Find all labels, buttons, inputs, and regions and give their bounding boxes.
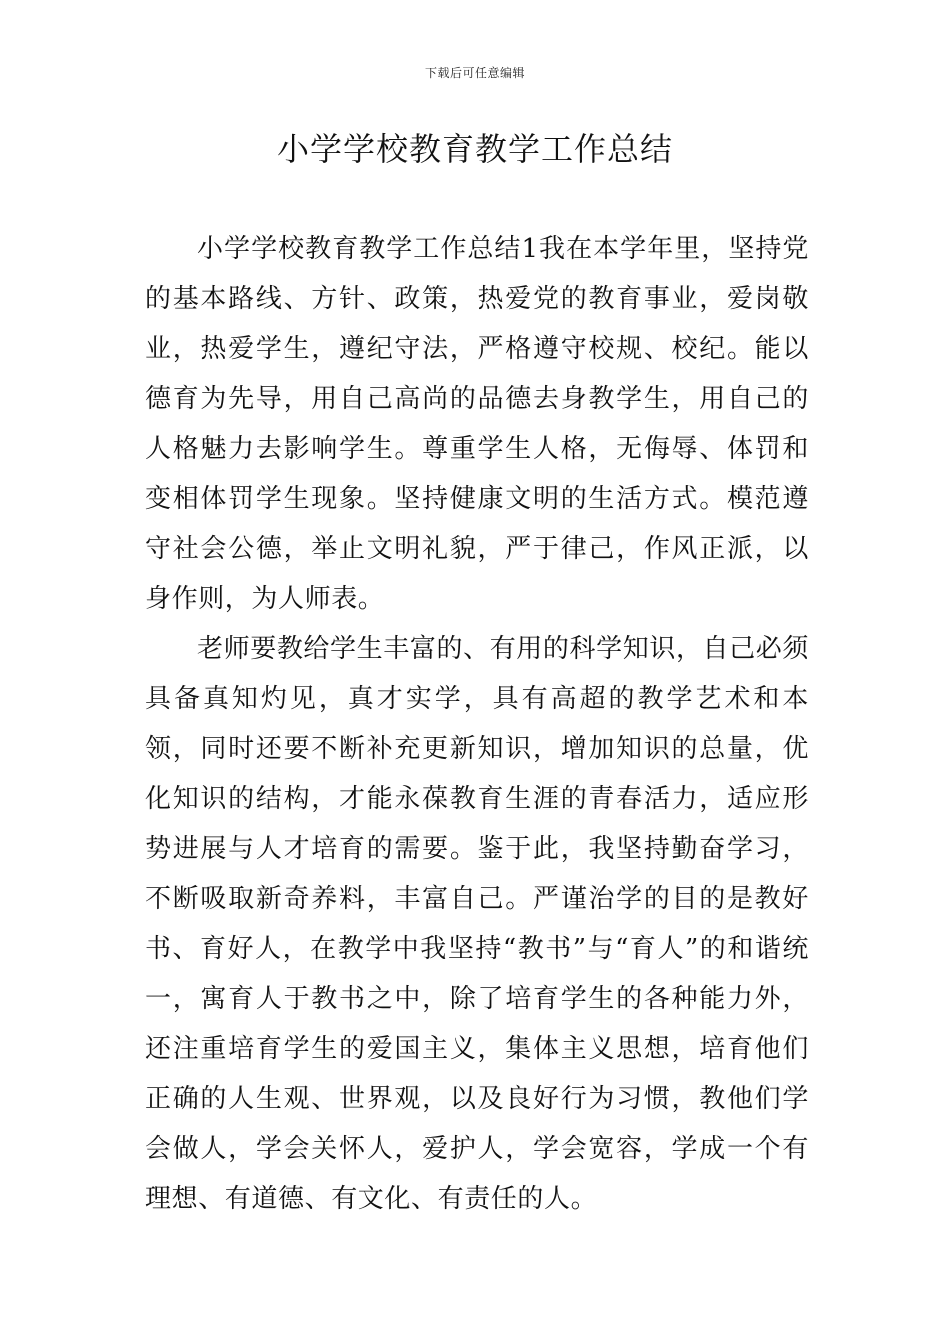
paragraph-2: 老师要教给学生丰富的、有用的科学知识，自己必须具备真知灼见，真才实学，具有高超的教学艺术和本领，同时还要不断补充更新知识，增加知识的总量，优化知识的结构，才能永葆教育生涯的青春活力，适应形势进展与人才培育的需要。鉴于此，我坚持勤奋学习，不断吸取新奇养料，丰富自己。严谨治学的目的是教好书、育好人，在教学中我坚持“教书”与“育人”的和谐统一，寓育人于教书之中，除了培育学生的各种能力外，还注重培育学生的爱国主义，集体主义思想，培育他们正确的人生观、世界观，以及良好行为习惯，教他们学会做人，学会关怀人，爱护人，学会宽容，学成一个有理想、有道德、有文化、有责任的人。 bbox=[145, 634, 809, 1214]
document-body bbox=[145, 224, 809, 1224]
header-note: 下载后可任意编辑 bbox=[424, 66, 525, 80]
paragraph-1: 小学学校教育教学工作总结1我在本学年里，坚持党的基本路线、方针、政策，热爱党的教育事业，爱岗敬业，热爱学生，遵纪守法，严格遵守校规、校纪。能以德育为先导，用自己高尚的品德去身教学生，用自己的人格魅力去影响学生。尊重学生人格，无侮辱、体罚和变相体罚学生现象。坚持健康文明的生活方式。模范遵守社会公德，举止文明礼貌，严于律己，作风正派，以身作则，为人师表。 bbox=[145, 234, 809, 614]
document-title: 小学学校教育教学工作总结 bbox=[276, 130, 673, 168]
